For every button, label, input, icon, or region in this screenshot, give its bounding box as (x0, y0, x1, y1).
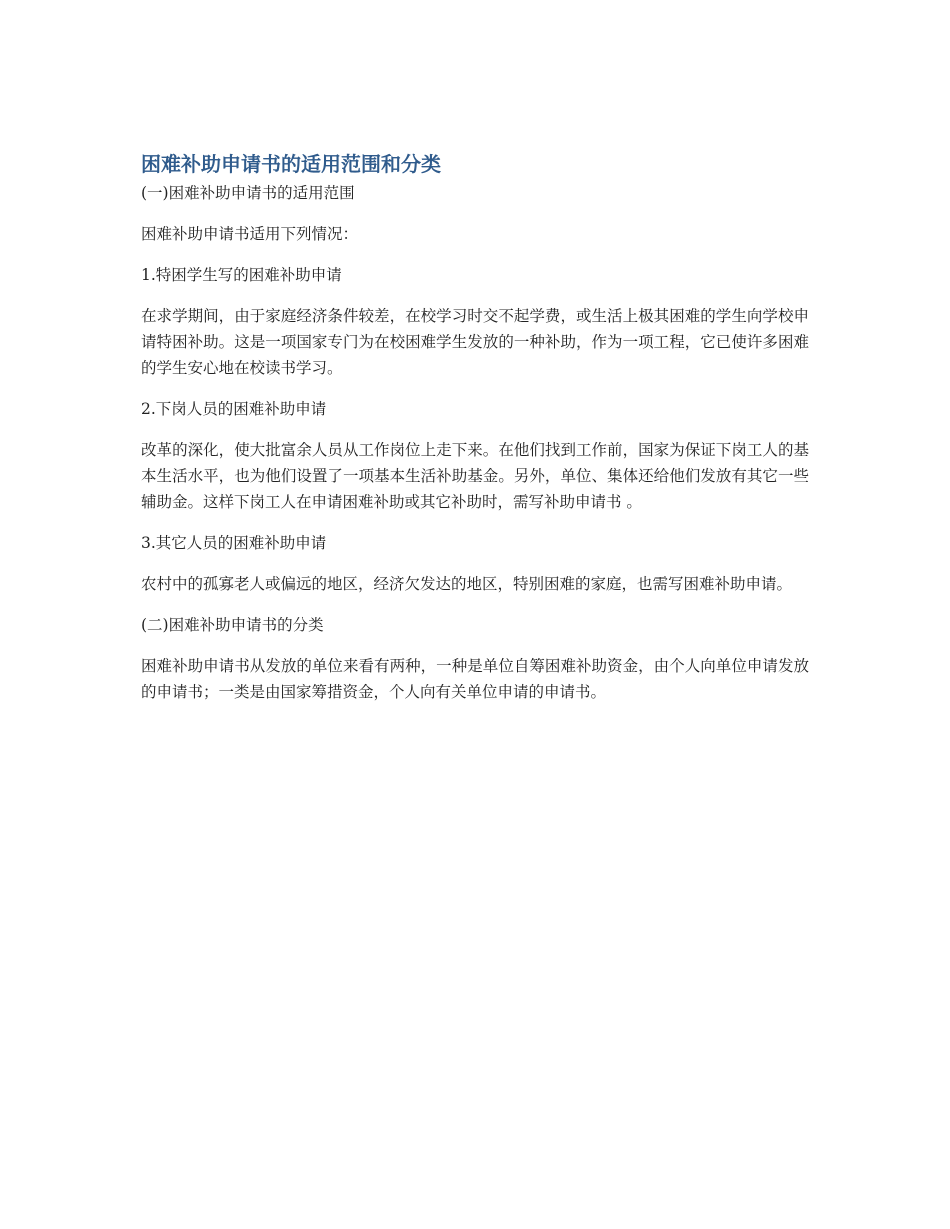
item-heading-students: 1.特困学生写的困难补助申请 (141, 266, 342, 284)
paragraph-students: 在求学期间，由于家庭经济条件较差，在校学习时交不起学费，或生活上极其困难的学生向学校申请特困补助。这是一项国家专门为在校困难学生发放的一种补助，作为一项工程，它已使许多困难的学生安心地在校读书学习。 (141, 307, 809, 377)
section-heading-classification: (二)困难补助申请书的分类 (141, 616, 324, 634)
page-title: 困难补助申请书的适用范围和分类 (141, 152, 441, 176)
paragraph-laid-off: 改革的深化，使大批富余人员从工作岗位上走下来。在他们找到工作前，国家为保证下岗工人的基本生活水平，也为他们设置了一项基本生活补助基金。另外，单位、集体还给他们发放有其它一些辅助金。这样下岗工人在申请困难补助或其它补助时，需写补助申请书 。 (141, 441, 809, 511)
paragraph-others: 农村中的孤寡老人或偏远的地区，经济欠发达的地区，特别困难的家庭，也需写困难补助申请。 (141, 575, 793, 593)
document-body (141, 149, 809, 720)
section-heading-scope: (一)困难补助申请书的适用范围 (141, 184, 355, 202)
paragraph-intro: 困难补助申请书适用下列情况： (141, 225, 359, 243)
item-heading-others: 3.其它人员的困难补助申请 (141, 534, 327, 552)
paragraph-classification: 困难补助申请书从发放的单位来看有两种，一种是单位自筹困难补助资金，由个人向单位申请发放的申请书；一类是由国家筹措资金，个人向有关单位申请的申请书。 (141, 657, 809, 701)
item-heading-laid-off: 2.下岗人员的困难补助申请 (141, 400, 327, 418)
